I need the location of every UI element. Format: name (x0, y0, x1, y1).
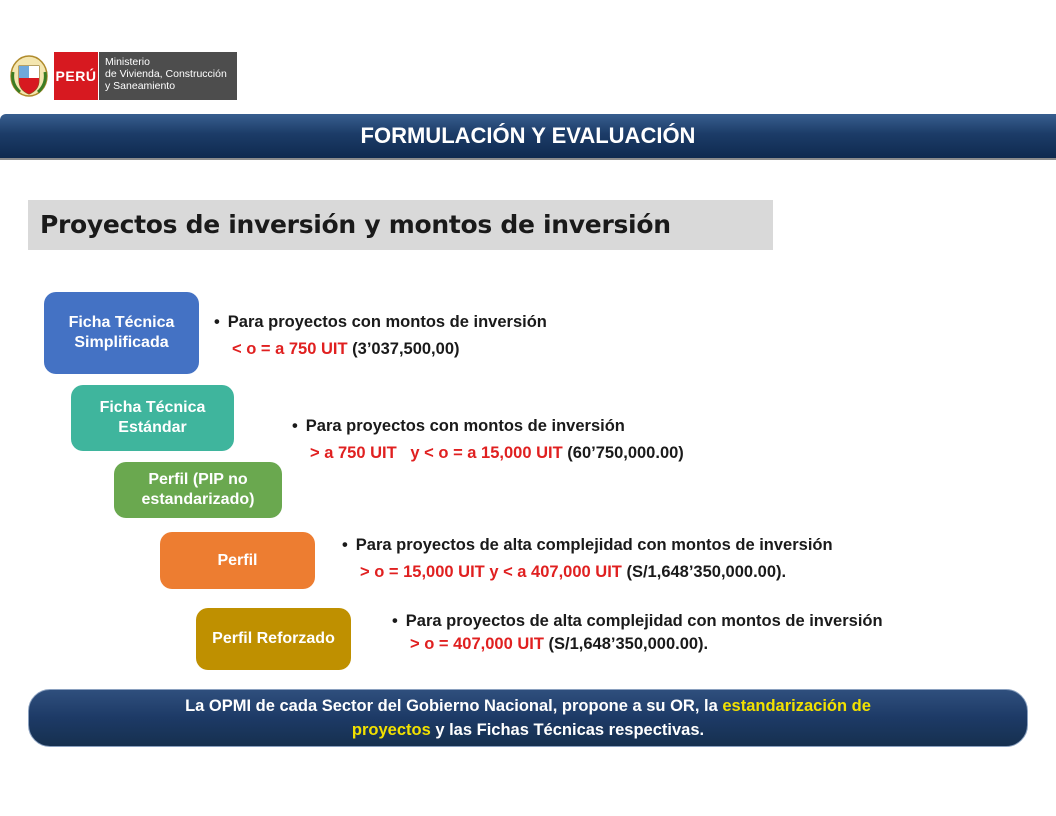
bullet-text: • Para proyectos con montos de inversión (292, 415, 684, 438)
range-line (392, 633, 883, 656)
description-perfil (342, 534, 833, 584)
category-perfil-reforzado: Perfil Reforzado (196, 608, 351, 670)
bullet-text: • Para proyectos con montos de inversión (214, 311, 547, 334)
coat-of-arms-icon (10, 54, 48, 98)
bullet-text: • Para proyectos de alta complejidad con montos de inversión (342, 534, 833, 557)
footer-highlight-1: estandarización de (722, 697, 871, 715)
page-banner: FORMULACIÓN Y EVALUACIÓN (0, 114, 1056, 158)
ministry-name: Ministerio de Vivienda, Construcción y Saneamiento (98, 52, 237, 100)
footer-highlight-2: proyectos (351, 721, 431, 739)
ministry-logo (10, 52, 237, 100)
footer-note (28, 689, 1028, 747)
description-ficha-simplificada (214, 311, 547, 361)
amount-text: (60’750,000.00) (567, 444, 684, 462)
description-perfil-reforzado (392, 610, 883, 656)
range-line (214, 338, 547, 361)
range-text: > o = 15,000 UIT y < a 407,000 UIT (360, 563, 622, 581)
amount-text: (S/1,648’350,000.00). (626, 563, 787, 581)
amount-text: (3’037,500,00) (352, 340, 460, 358)
category-perfil: Perfil (160, 532, 315, 589)
section-title: Proyectos de inversión y montos de inversión (28, 200, 773, 250)
description-ficha-estandar (292, 415, 684, 465)
footer-text-after: y las Fichas Técnicas respectivas. (430, 721, 705, 739)
range-text: < o = a 750 UIT (232, 340, 348, 358)
category-ficha-tecnica-estandar: Ficha Técnica Estándar (71, 385, 234, 451)
range-text: > o = 407,000 UIT (410, 635, 544, 653)
category-perfil-pip-no-estandarizado: Perfil (PIP no estandarizado) (114, 462, 282, 518)
range-line (342, 561, 833, 584)
peru-label: PERÚ (54, 52, 98, 100)
footer-text-before: La OPMI de cada Sector del Gobierno Nacional, propone a su OR, la (185, 697, 723, 715)
amount-text: (S/1,648’350,000.00). (548, 635, 709, 653)
range-line (292, 442, 684, 465)
bullet-text: • Para proyectos de alta complejidad con montos de inversión (392, 610, 883, 633)
category-ficha-tecnica-simplificada: Ficha Técnica Simplificada (44, 292, 199, 374)
range-text: > a 750 UIT y < o = a 15,000 UIT (310, 444, 563, 462)
